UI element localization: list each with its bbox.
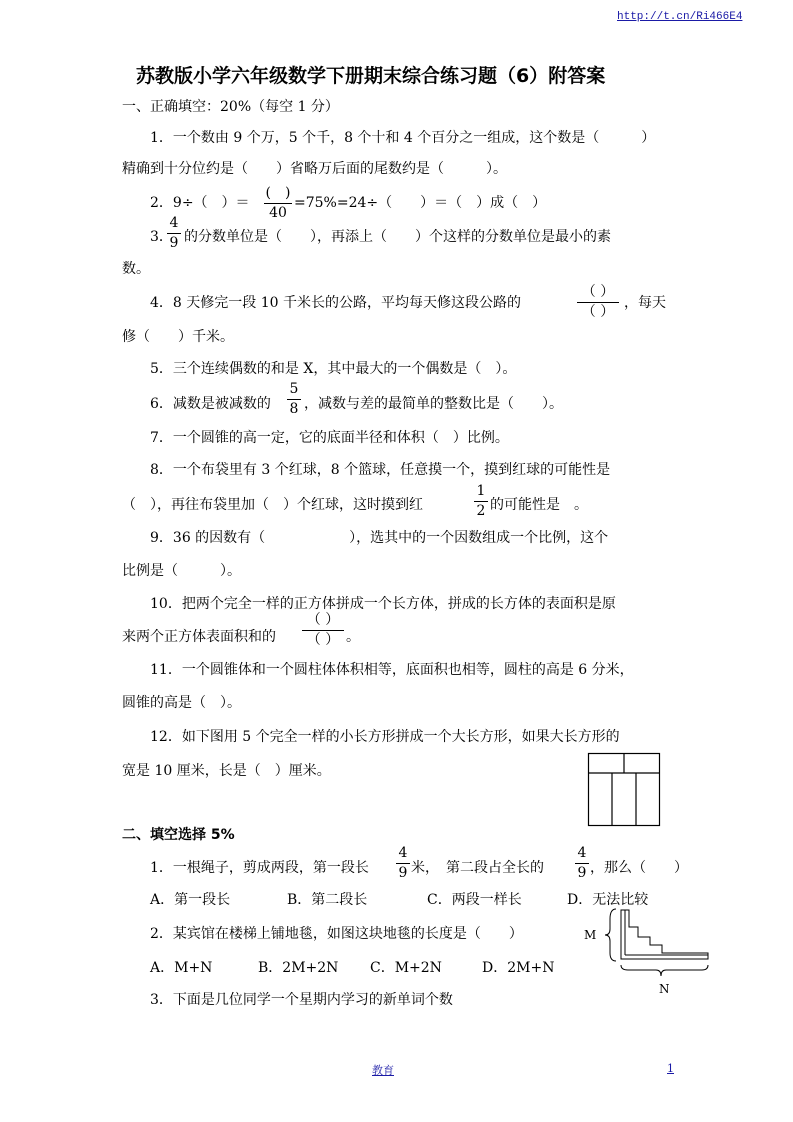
q10-part-b: 。 [346,629,360,645]
q10-line1: 10．把两个完全一样的正方体拼成一个长方体，拼成的长方体的表面积是原 [150,596,616,612]
q10-fraction [302,612,344,649]
q3-text: 的分数单位是（ ），再添上（ ）个这样的分数单位是最小的素 [184,229,611,245]
q3-line2: 数。 [122,261,150,277]
carpet-label-n: N [659,982,670,996]
s2-q2-option-a: A．M+N [150,960,213,976]
s2-q2-option-c: C．M+2N [370,960,442,976]
s2-q1-frac2-num: 4 [577,845,587,861]
rectangles-figure [588,753,660,827]
q6-fraction [287,381,301,418]
s2-q1-part-c: ，那么（ ） [590,860,688,876]
s2-q1-part-b: 米， 第二段占全长的 [411,860,544,876]
q7-text: 7．一个圆锥的高一定，它的底面半径和体积（ ）比例。 [150,430,509,446]
q2-fraction [264,185,292,222]
q10-frac-den: （ ） [306,632,340,648]
q11-line1: 11．一个圆锥体和一个圆柱体体积相等，底面积也相等，圆柱的高是 6 分米， [150,662,634,678]
q6-frac-num: 5 [289,381,299,397]
s2-q1-option-b: B．第二段长 [287,892,368,908]
q8-part-a: （ ），再往布袋里加（ ）个红球，这时摸到红 [122,497,423,513]
q2-frac-den: 40 [269,205,287,221]
q8-part-b: 的可能性是 。 [490,497,588,513]
s2-q1-fraction2 [575,845,589,882]
q8-frac-den: 2 [476,503,486,519]
s2-q1-option-c: C．两段一样长 [427,892,522,908]
s2-q2-text: 2．某宾馆在楼梯上铺地毯，如图这块地毯的长度是（ ） [150,926,523,942]
section2-heading: 二、填空选择 5% [122,827,235,843]
q9-line1: 9．36 的因数有（ ），选其中的一个因数组成一个比例，这个 [150,530,609,546]
q6-part-b: ，减数与差的最简单的整数比是（ ）。 [304,396,563,412]
q3-frac-num: 4 [169,215,179,231]
q9-line2: 比例是（ ）。 [122,563,241,579]
carpet-label-m: M [584,928,597,942]
q2-frac-num: ( ) [265,185,291,201]
q11-line2: 圆锥的高是（ ）。 [122,695,241,711]
s2-q2-option-b: B．2M+2N [258,960,339,976]
q10-frac-num: （ ） [306,612,340,628]
s2-q2-option-d: D．2M+N [482,960,555,976]
q1-line2: 精确到十分位约是（ ）省略万后面的尾数约是（ ）。 [122,161,507,177]
s2-q1-option-d: D．无法比较 [567,892,649,908]
s2-q1-frac2-den: 9 [577,865,587,881]
s2-q1-fraction1 [396,845,410,882]
carpet-figure [598,905,713,985]
s2-q1-frac1-num: 4 [398,845,408,861]
q3-prefix: 3． [150,229,173,245]
q4-line2: 修（ ）千米。 [122,329,234,345]
s2-q1-frac1-den: 9 [398,865,408,881]
q2-part-b: =75%=24÷（ ）＝（ ）成（ ） [294,195,547,211]
q6-part-a: 6．减数是被减数的 [150,396,271,412]
q4-frac-num: （ ） [581,284,615,300]
q4-fraction [577,284,619,321]
q4-part-b: ，每天 [624,295,666,311]
q4-part-a: 4．8 天修完一段 10 千米长的公路，平均每天修这段公路的 [150,295,521,311]
q12-line1: 12．如下图用 5 个完全一样的小长方形拼成一个大长方形，如果大长方形的 [150,729,620,745]
page-title: 苏教版小学六年级数学下册期末综合练习题（6）附答案 [136,65,606,87]
s2-q1-option-a: A．第一段长 [150,892,231,908]
section1-heading: 一、正确填空：20%（每空 1 分） [122,99,339,115]
page-number: 1 [667,1062,674,1075]
q3-fraction [167,215,181,252]
s2-q1-part-a: 1．一根绳子，剪成两段，第一段长 [150,860,369,876]
q8-fraction [474,483,488,520]
q1-line1: 1．一个数由 9 个万，5 个千，8 个十和 4 个百分之一组成，这个数是（ ） [150,130,656,146]
footer-link[interactable]: 教育 [372,1064,394,1077]
q3-frac-den: 9 [169,235,179,251]
q12-line2: 宽是 10 厘米，长是（ ）厘米。 [122,763,331,779]
q2-part-a: 2．9÷（ ）＝ [150,195,250,211]
q8-frac-num: 1 [476,483,486,499]
q4-frac-den: （ ） [581,304,615,320]
header-link[interactable]: http://t.cn/Ri466E4 [617,11,743,23]
q5-text: 5．三个连续偶数的和是 X，其中最大的一个偶数是（ ）。 [150,361,517,377]
q6-frac-den: 8 [289,401,299,417]
s2-q3-text: 3．下面是几位同学一个星期内学习的新单词个数 [150,992,453,1008]
q10-part-a: 来两个正方体表面积和的 [122,629,276,645]
q8-line1: 8．一个布袋里有 3 个红球，8 个篮球，任意摸一个，摸到红球的可能性是 [150,462,611,478]
